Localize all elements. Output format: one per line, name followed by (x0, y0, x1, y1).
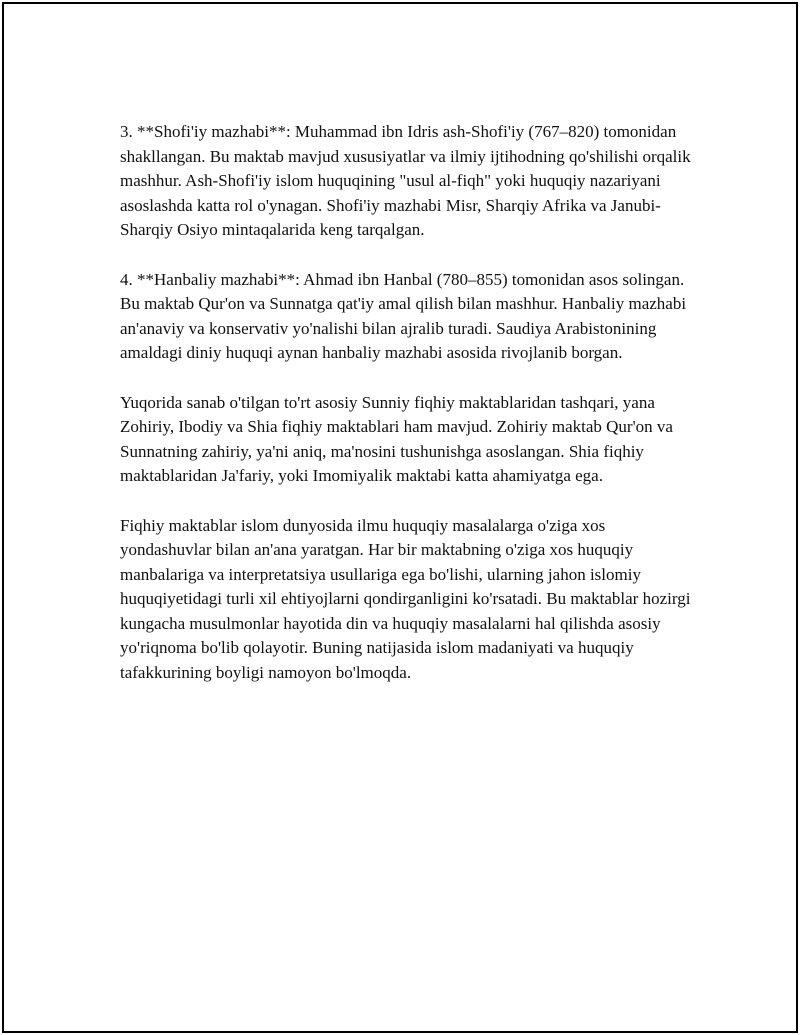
paragraph-shafii: 3. **Shofi'iy mazhabi**: Muhammad ibn Idris ash-Shofi'iy (767–820) tomonidan shakllangan. Bu maktab mavjud xususiyatlar va ilmiy ijtihodning qo'shilishi orqalik mashhur. Ash-Shofi'iy islom huquqining "usul al-fiqh" yoki huquqiy nazariyani asoslashda katta rol o'ynagan. Shofi'iy mazhabi Misr, Sharqiy Afrika va Janubi-Sharqiy Osiyo mintaqalarida keng tarqalgan. (120, 122, 691, 240)
document-page (2, 2, 798, 1033)
paragraph-other-schools: Yuqorida sanab o'tilgan to'rt asosiy Sunniy fiqhiy maktablaridan tashqari, yana Zohiriy, Ibodiy va Shia fiqhiy maktablari ham mavjud. Zohiriy maktab Qur'on va Sunnatning zahiriy, ya'ni aniq, ma'nosini tushunishga asoslangan. Shia fiqhiy maktablaridan Ja'fariy, yoki Imomiyalik maktabi katta ahamiyatga ega. (120, 392, 673, 486)
document-body (120, 120, 700, 710)
paragraph-conclusion: Fiqhiy maktablar islom dunyosida ilmu huquqiy masalalarga o'ziga xos yondashuvlar bilan an'ana yaratgan. Har bir maktabning o'ziga xos huquqiy manbalariga va interpretatsiya usullariga ega bo'lishi, ularning jahon islomiy huquqiyetidagi turli xil ehtiyojlarni qondirganligini ko'rsatadi. Bu maktablar hozirgi kungacha musulmonlar hayotida din va huquqiy masalalarni hal qilishda asosiy yo'riqnoma bo'lib qolayotir. Buning natijasida islom madaniyati va huquqiy tafakkurining boyligi namoyon bo'lmoqda. (120, 515, 691, 683)
paragraph-hanbali: 4. **Hanbaliy mazhabi**: Ahmad ibn Hanbal (780–855) tomonidan asos solingan. Bu maktab Qur'on va Sunnatga qat'iy amal qilish bilan mashhur. Hanbaliy mazhabi an'anaviy va konservativ yo'nalishi bilan ajralib turadi. Saudiya Arabistonining amaldagi diniy huquqi aynan hanbaliy mazhabi asosida rivojlanib borgan. (120, 269, 687, 363)
